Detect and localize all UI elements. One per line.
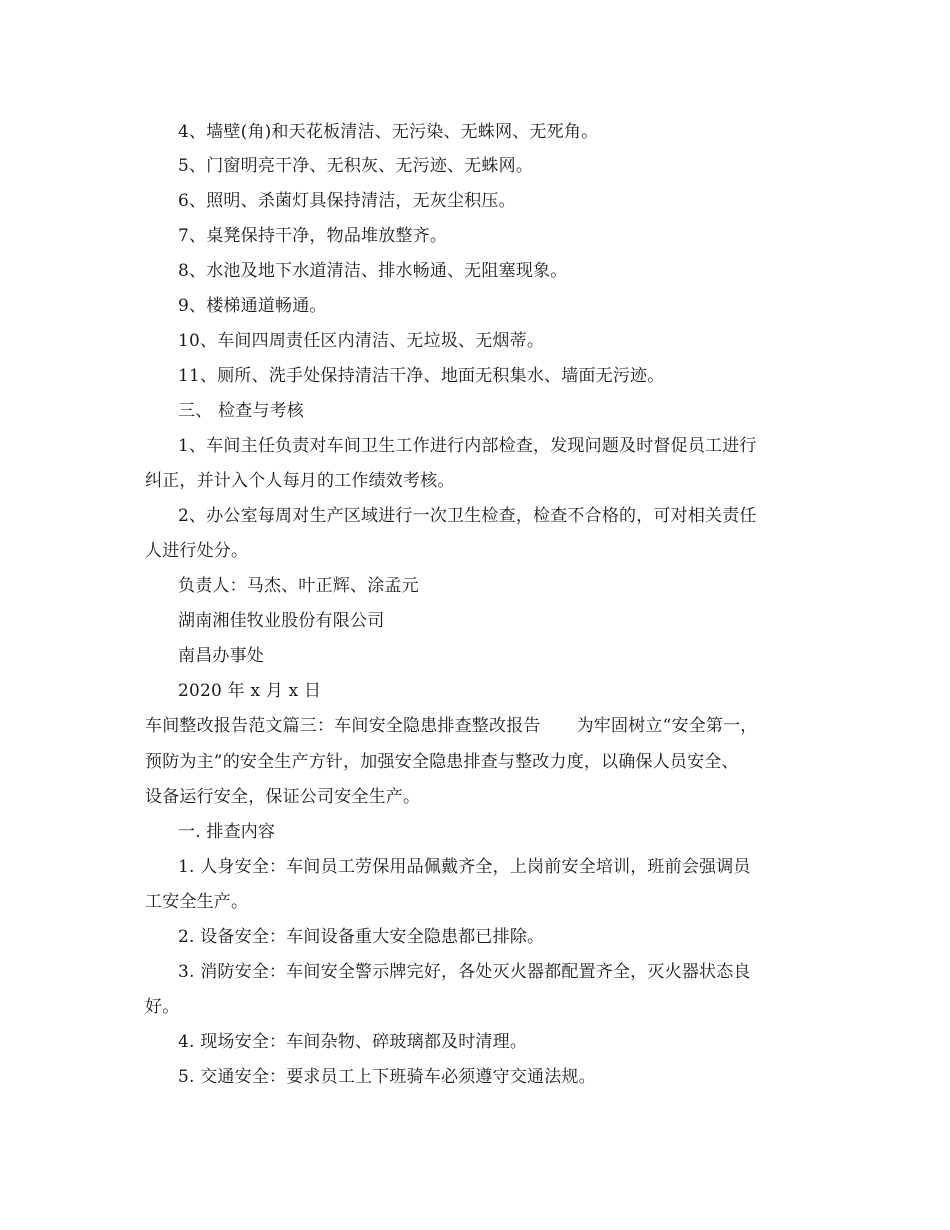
- text-line: 7、桌凳保持干净，物品堆放整齐。: [178, 226, 448, 246]
- section-heading: 一. 排查内容: [178, 822, 276, 842]
- company-name: 湖南湘佳牧业股份有限公司: [178, 611, 385, 631]
- text-line: 2、办公室每周对生产区域进行一次卫生检查，检查不合格的，可对相关责任: [178, 506, 757, 526]
- text-line: 纠正，并计入个人每月的工作绩效考核。: [145, 471, 455, 491]
- text-line: 10、车间四周责任区内清洁、无垃圾、无烟蒂。: [178, 331, 545, 351]
- text-line: 1. 人身安全：车间员工劳保用品佩戴齐全，上岗前安全培训，班前会强调员: [178, 857, 751, 877]
- text-line: 好。: [145, 997, 180, 1017]
- text-line: 工安全生产。: [145, 892, 249, 912]
- responsible-persons: 负责人：马杰、叶正辉、涂孟元: [178, 576, 419, 596]
- text-line: 11、厕所、洗手处保持清洁干净、地面无积集水、墙面无污迹。: [178, 366, 665, 386]
- text-line: 4. 现场安全：车间杂物、碎玻璃都及时清理。: [178, 1032, 528, 1052]
- text-line: 设备运行安全，保证公司安全生产。: [145, 787, 421, 807]
- text-line: 预防为主”的安全生产方针，加强安全隐患排查与整改力度，以确保人员安全、: [145, 752, 739, 772]
- text-line: 人进行处分。: [145, 541, 249, 561]
- section-heading: 三、 检查与考核: [178, 401, 305, 421]
- text-line: 3. 消防安全：车间安全警示牌完好，各处灭火器都配置齐全，灭火器状态良: [178, 962, 751, 982]
- text-line: 4、墙壁(角)和天花板清洁、无污染、无蛛网、无死角。: [178, 122, 599, 142]
- office-name: 南昌办事处: [178, 646, 264, 666]
- text-line: 1、车间主任负责对车间卫生工作进行内部检查，发现问题及时督促员工进行: [178, 436, 757, 456]
- text-line: 5. 交通安全：要求员工上下班骑车必须遵守交通法规。: [178, 1067, 596, 1087]
- text-line: 2. 设备安全：车间设备重大安全隐患都已排除。: [178, 927, 545, 947]
- article-title-line: [145, 715, 758, 737]
- article-title: 车间整改报告范文篇三：车间安全隐患排查整改报告: [145, 716, 541, 736]
- text-line: 6、照明、杀菌灯具保持清洁，无灰尘积压。: [178, 191, 516, 211]
- text-line: 8、水池及地下水道清洁、排水畅通、无阻塞现象。: [178, 261, 568, 281]
- date-line: 2020 年 x 月 x 日: [178, 681, 322, 701]
- text-line: 9、楼梯通道畅通。: [178, 296, 327, 316]
- text-line: 5、门窗明亮干净、无积灰、无污迹、无蛛网。: [178, 156, 534, 176]
- text-line: 为牢固树立“安全第一，: [576, 716, 758, 736]
